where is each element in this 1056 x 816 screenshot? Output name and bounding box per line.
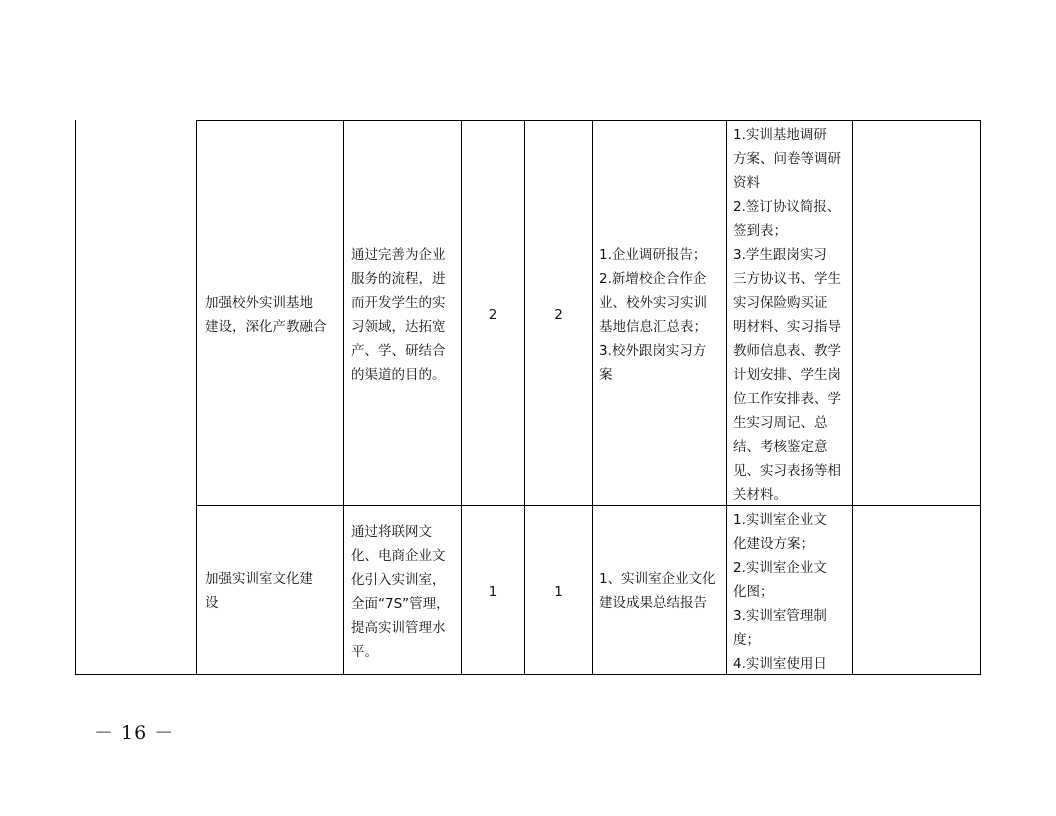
- cell-text-line: 1.实训基地调研: [733, 127, 827, 143]
- cell-text-line: 1、实训室企业文化: [599, 571, 716, 587]
- column-divider: [343, 120, 344, 675]
- cell-text-line: 教师信息表、教学: [733, 343, 841, 359]
- table-top-border: [196, 120, 981, 121]
- cell-text-line: 建设成果总结报告: [599, 595, 707, 611]
- planned-count-cell: [462, 303, 524, 327]
- cell-text-line: 明材料、实习指导: [733, 319, 841, 335]
- completed-count-cell: [525, 303, 592, 327]
- cell-text-line: 位工作安排表、学: [733, 391, 841, 407]
- cell-text-line: 提高实训管理水: [351, 620, 446, 636]
- cell-text-line: 实习保险购买证: [733, 295, 828, 311]
- completed-count: 1: [554, 584, 563, 600]
- task-cell: [205, 567, 313, 615]
- cell-text-line: 通过将联网文: [351, 524, 432, 540]
- cell-text-line: 化建设方案；: [733, 536, 814, 552]
- goal-cell: [351, 520, 450, 664]
- cell-text-line: 4.实训室使用日: [733, 656, 827, 672]
- cell-text-line: 的渠道的目的。: [351, 367, 446, 383]
- cell-text-line: 度；: [733, 632, 760, 648]
- completed-count-cell: [525, 580, 592, 604]
- cell-text-line: 案: [599, 367, 613, 383]
- cell-text-line: 3.校外跟岗实习方: [599, 343, 707, 359]
- cell-text-line: 化图；: [733, 584, 774, 600]
- cell-text-line: 1.实训室企业文: [733, 512, 827, 528]
- task-cell: [205, 291, 327, 339]
- cell-text-line: 平。: [351, 644, 378, 660]
- planned-count: 1: [488, 584, 498, 600]
- cell-text-line: 2.新增校企合作企: [599, 271, 707, 287]
- cell-text-line: 计划安排、学生岗: [733, 367, 841, 383]
- cell-text-line: 加强实训室文化建: [205, 571, 313, 587]
- cell-text-line: 加强校外实训基地: [205, 295, 313, 311]
- cell-text-line: 结、考核鉴定意: [733, 439, 828, 455]
- table-right-border: [980, 120, 981, 675]
- cell-text-line: 化引入实训室，: [351, 572, 446, 588]
- cell-text-line: 见、实习表扬等相: [733, 463, 841, 479]
- cell-text-line: 业、校外实习实训: [599, 295, 707, 311]
- row-divider: [196, 505, 981, 506]
- column-divider: [852, 120, 853, 675]
- cell-text-line: 方案、问卷等调研: [733, 151, 841, 167]
- cell-text-line: 服务的流程，进: [351, 271, 446, 287]
- column-divider: [75, 120, 76, 675]
- cell-text-line: 3.学生跟岗实习: [733, 247, 827, 263]
- cell-text-line: 2.实训室企业文: [733, 560, 827, 576]
- table-bottom-border: [75, 674, 981, 675]
- cell-text-line: 1.企业调研报告；: [599, 247, 707, 263]
- cell-text-line: 资料: [733, 175, 760, 191]
- outputs-cell: [599, 567, 716, 615]
- cell-text-line: 建设，深化产教融合: [205, 319, 327, 335]
- cell-text-line: 生实习周记、总: [733, 415, 828, 431]
- cell-text-line: 习领域，达拓宽: [351, 319, 446, 335]
- cell-text-line: 全面“7S”管理，: [351, 596, 450, 612]
- cell-text-line: 基地信息汇总表；: [599, 319, 707, 335]
- cell-text-line: 三方协议书、学生: [733, 271, 841, 287]
- page-number: － 16 －: [94, 722, 175, 744]
- goal-cell: [351, 243, 446, 387]
- planned-count: 2: [488, 307, 498, 323]
- cell-text-line: 化、电商企业文: [351, 548, 446, 564]
- cell-text-line: 2.签订协议简报、: [733, 199, 841, 215]
- cell-text-line: 关材料。: [733, 487, 787, 503]
- evidence-cell: [733, 508, 827, 676]
- cell-text-line: 而开发学生的实: [351, 295, 446, 311]
- planned-count-cell: [462, 580, 524, 604]
- evidence-cell: [733, 123, 841, 507]
- cell-text-line: 产、学、研结合: [351, 343, 446, 359]
- cell-text-line: 签到表；: [733, 223, 787, 239]
- column-divider: [592, 120, 593, 675]
- cell-text-line: 设: [205, 595, 219, 611]
- column-divider: [196, 120, 197, 675]
- completed-count: 2: [554, 307, 563, 323]
- cell-text-line: 3.实训室管理制: [733, 608, 827, 624]
- outputs-cell: [599, 243, 707, 387]
- column-divider: [726, 120, 727, 675]
- cell-text-line: 通过完善为企业: [351, 247, 446, 263]
